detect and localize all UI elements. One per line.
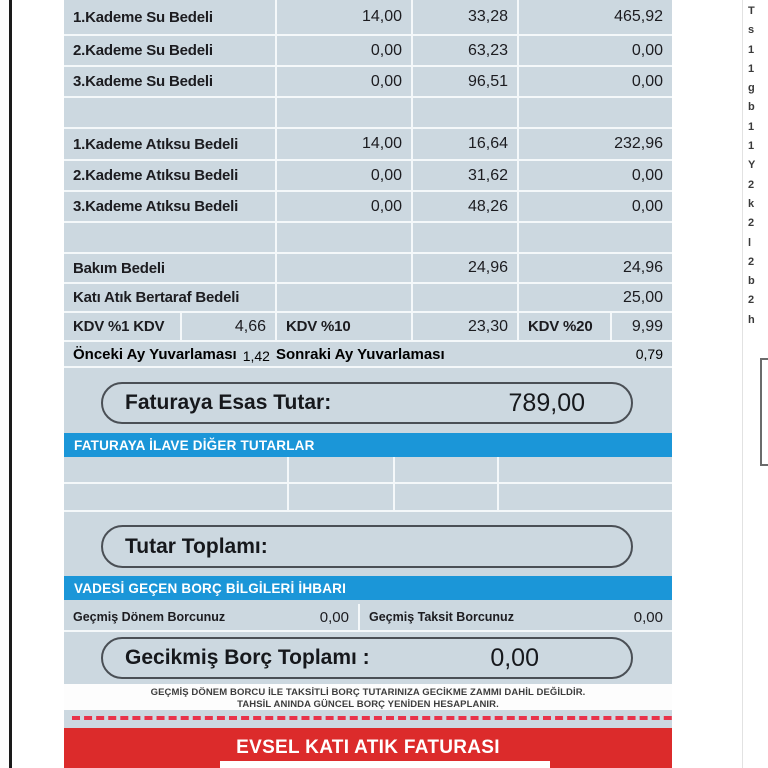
vat-kdv1-value: 4,66 [182, 313, 277, 340]
right-side-box [760, 358, 768, 466]
row-amount: 232,96 [614, 135, 663, 152]
overdue-debt-row [64, 604, 672, 632]
invoice-panel [64, 0, 672, 768]
clipped-text-line: h [748, 313, 755, 326]
empty-cell [64, 484, 289, 510]
empty-cell [289, 484, 395, 510]
spacer-cell [277, 98, 413, 127]
clipped-text-line: 2 [748, 217, 755, 230]
empty-cell [395, 457, 499, 482]
clipped-text-line: 1 [748, 62, 755, 75]
row-unit: 31,62 [413, 161, 519, 190]
row-qty [277, 254, 413, 282]
installment-debt-label: Geçmiş Taksit Borcunuz [369, 610, 514, 624]
disclaimer-line-1: GEÇMİŞ DÖNEM BORCU İLE TAKSİTLİ BORÇ TUTARINIZA GECİKME ZAMMI DAHİL DEĞİLDİR. [150, 687, 586, 698]
overdue-total-label: Gecikmiş Borç Toplamı : [125, 646, 370, 669]
disclaimer-line-2: TAHSİL ANINDA GÜNCEL BORÇ YENİDEN HESAPLANIR. [237, 699, 499, 710]
row-qty: 0,00 [277, 192, 413, 221]
clipped-text-line: 1 [748, 140, 755, 153]
right-edge-divider [742, 0, 743, 768]
row-qty: 0,00 [277, 161, 413, 190]
vat-kdv20-value: 9,99 [631, 317, 663, 335]
installment-debt-value: 0,00 [633, 608, 663, 626]
clipped-text-line: 2 [748, 255, 755, 268]
row-label: Bakım Bedeli [64, 254, 277, 282]
clipped-text-line: l [748, 236, 752, 249]
table-spacer-row [64, 223, 672, 254]
clipped-text-line: T [748, 5, 755, 17]
spacer-row [64, 368, 672, 380]
additional-empty-row [64, 484, 672, 512]
row-qty: 14,00 [277, 129, 413, 159]
clipped-text-line: 2 [748, 178, 755, 191]
row-label: 3.Kademe Su Bedeli [64, 67, 277, 96]
left-margin [12, 0, 64, 768]
vat-kdv1-label: KDV %1 KDV [64, 313, 182, 340]
table-row-maintenance [64, 254, 672, 284]
empty-cell [499, 484, 672, 510]
row-qty: 0,00 [277, 36, 413, 65]
row-label: 2.Kademe Atıksu Bedeli [64, 161, 277, 190]
vat-kdv10-label: KDV %10 [277, 313, 413, 340]
row-unit [413, 284, 519, 311]
row-amount: 24,96 [622, 259, 663, 276]
clipped-text-line: Y [748, 159, 756, 172]
overdue-banner [64, 576, 672, 600]
additional-empty-row [64, 457, 672, 484]
spacer-cell [64, 98, 277, 127]
clipped-text-line: b [748, 275, 755, 288]
table-row [64, 67, 672, 98]
past-period-debt-label: Geçmiş Dönem Borcunuz [73, 610, 226, 624]
row-amount: 0,00 [631, 41, 663, 59]
clipped-text-line: g [748, 82, 755, 95]
row-label: 1.Kademe Atıksu Bedeli [64, 129, 277, 159]
row-amount: 25,00 [622, 288, 663, 306]
spacer-cell [413, 223, 519, 252]
overdue-total-pill [101, 637, 633, 679]
table-row [64, 36, 672, 67]
row-label: 3.Kademe Atıksu Bedeli [64, 192, 277, 221]
row-qty [277, 284, 413, 311]
spacer-cell [413, 98, 519, 127]
vat-row [64, 313, 672, 342]
table-row [64, 192, 672, 223]
row-qty: 0,00 [277, 67, 413, 96]
row-label: Katı Atık Bertaraf Bedeli [64, 284, 277, 311]
invoice-total-label: Faturaya Esas Tutar: [125, 391, 332, 414]
installment-debt [360, 604, 672, 630]
spacer-cell [519, 223, 672, 252]
table-row [64, 161, 672, 192]
empty-cell [289, 457, 395, 482]
overdue-banner-label: VADESİ GEÇEN BORÇ BİLGİLERİ İHBARI [74, 580, 347, 596]
vat-kdv20-label: KDV %20 [519, 313, 612, 340]
row-amount: 0,00 [631, 197, 663, 215]
waste-invoice-title: EVSEL KATI ATIK FATURASI [236, 737, 500, 758]
row-unit: 16,64 [413, 129, 519, 159]
row-unit: 48,26 [413, 192, 519, 221]
additional-amounts-banner-label: FATURAYA İLAVE DİĞER TUTARLAR [74, 437, 315, 453]
table-row [64, 0, 672, 36]
row-unit: 96,51 [413, 67, 519, 96]
row-label: 2.Kademe Su Bedeli [64, 36, 277, 65]
empty-cell [64, 457, 289, 482]
spacer-cell [64, 223, 277, 252]
row-unit: 63,23 [413, 36, 519, 65]
overdue-total-value: 0,00 [490, 643, 539, 672]
empty-cell [499, 457, 672, 482]
clipped-text-line: 1 [748, 120, 755, 133]
row-amount: 0,00 [631, 72, 663, 90]
table-row [64, 129, 672, 161]
waste-invoice-inner-box [220, 761, 550, 768]
row-amount: 465,92 [614, 8, 663, 25]
clipped-text-column [748, 2, 768, 330]
disclaimer [64, 684, 672, 710]
row-qty: 14,00 [277, 0, 413, 34]
invoice-total-pill [101, 382, 633, 424]
next-rounding-label: Sonraki Ay Yuvarlaması [275, 345, 445, 363]
table-spacer-row [64, 98, 672, 129]
amount-total-pill [101, 525, 633, 568]
row-label: 1.Kademe Su Bedeli [64, 0, 277, 34]
clipped-text-line: s [748, 24, 755, 37]
empty-cell [395, 484, 499, 510]
past-period-debt-value: 0,00 [319, 608, 349, 626]
clipped-text-line: k [748, 197, 755, 210]
row-amount: 0,00 [631, 166, 663, 184]
next-rounding-value: 0,79 [635, 346, 663, 362]
additional-amounts-banner [64, 433, 672, 457]
vat-kdv10-value: 23,30 [413, 313, 519, 340]
past-period-debt [64, 604, 360, 630]
cut-line [72, 716, 708, 720]
clipped-text-line: b [748, 101, 755, 114]
previous-rounding-value: 1,42 [242, 348, 270, 364]
row-unit: 24,96 [413, 254, 519, 282]
spacer-cell [519, 98, 672, 127]
clipped-text-line: 1 [748, 43, 755, 56]
row-unit: 33,28 [413, 0, 519, 34]
clipped-text-line: 2 [748, 294, 755, 307]
rounding-row [64, 342, 672, 368]
amount-total-label: Tutar Toplamı: [125, 534, 268, 558]
spacer-cell [277, 223, 413, 252]
table-row-solid-waste [64, 284, 672, 313]
previous-rounding-label: Önceki Ay Yuvarlaması [73, 345, 237, 363]
invoice-total-value: 789,00 [508, 388, 585, 417]
